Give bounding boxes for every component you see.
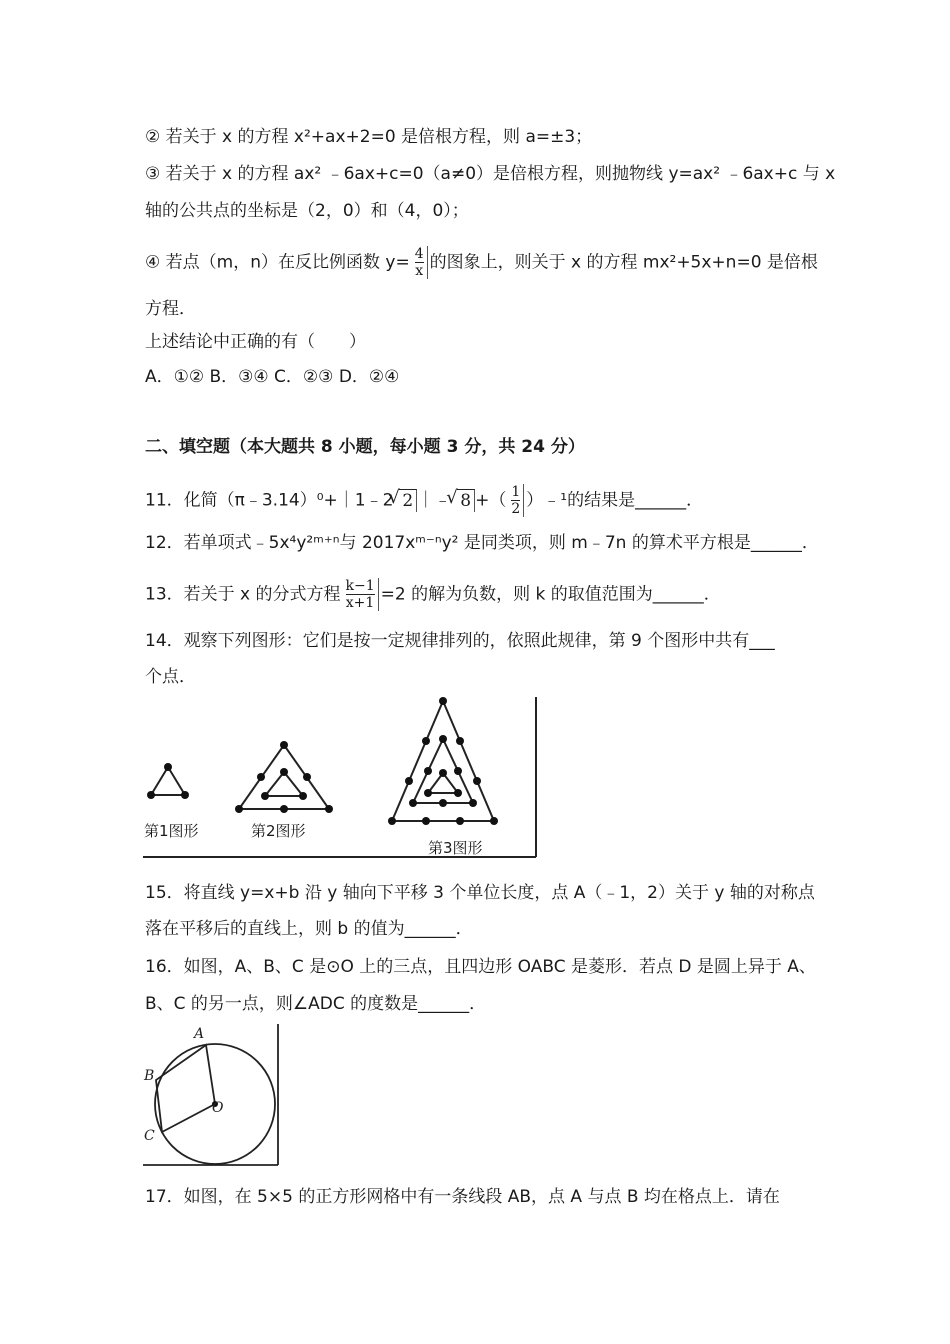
question-17: 17．如图，在 5×5 的正方形网格中有一条线段 AB，点 A 与点 B 均在格点上．请在 — [145, 1187, 780, 1207]
fraction-denominator: x — [415, 263, 424, 279]
fraction-denominator: x+1 — [345, 595, 375, 611]
fraction-numerator: k−1 — [345, 578, 375, 594]
item-3-line2: 轴的公共点的坐标是（2，0）和（4，0）； — [145, 201, 469, 221]
sqrt-8: √ 8 — [457, 489, 475, 512]
q11-post: ）﹣¹的结果是______． — [526, 490, 704, 511]
label-A: A — [194, 1026, 205, 1042]
answer-options: A．①② B．③④ C．②③ D．②④ — [145, 367, 400, 387]
fraction-denominator: 2 — [511, 501, 521, 517]
item-4-line1 — [145, 246, 818, 279]
figure-2-label: 第2图形 — [251, 822, 306, 840]
q13-post: =2 的解为负数，则 k 的取值范围为______． — [380, 584, 721, 605]
section-2-title: 二、填空题（本大题共 8 小题，每小题 3 分，共 24 分） — [145, 437, 585, 457]
item-4-post: 的图象上，则关于 x 的方程 mx²+5x+n=0 是倍根 — [429, 252, 818, 273]
question-12: 12．若单项式﹣5x⁴y²ᵐ⁺ⁿ与 2017xᵐ⁻ⁿy² 是同类项，则 m﹣7n 的算术平方根是______． — [145, 533, 819, 553]
q11-pre: 11．化简（π﹣3.14）⁰+｜1﹣2 — [145, 490, 394, 511]
triangle-dots-figure — [142, 695, 538, 859]
question-16-line2: B、C 的另一点，则∠ADC 的度数是______． — [145, 994, 487, 1014]
label-O: O — [212, 1100, 224, 1116]
question-11 — [145, 484, 703, 517]
question-15-line2: 落在平移后的直线上，则 b 的值为______． — [145, 919, 473, 939]
fraction-numerator: 1 — [511, 484, 521, 500]
figure-1-label: 第1图形 — [144, 822, 199, 840]
q13-pre: 13．若关于 x 的分式方程 — [145, 584, 341, 605]
figure-3-label: 第3图形 — [428, 839, 483, 857]
q11-mid2: +（ — [475, 490, 507, 511]
question-14-line1: 14．观察下列图形：它们是按一定规律排列的，依照此规律，第 9 个图形中共有___ — [145, 631, 775, 651]
question-13 — [145, 578, 721, 611]
question-14-line2: 个点． — [145, 667, 196, 687]
fraction-numerator: 4 — [414, 246, 424, 262]
item-3-line1: ③ 若关于 x 的方程 ax² ﹣6ax+c=0（a≠0）是倍根方程，则抛物线 y=ax² ﹣6ax+c 与 x — [145, 164, 836, 184]
item-2: ② 若关于 x 的方程 x²+ax+2=0 是倍根方程，则 a=±3； — [145, 127, 593, 147]
question-16-line1: 16．如图，A、B、C 是⊙O 上的三点，且四边形 OABC 是菱形．若点 D 是圆上异于 A、 — [145, 957, 816, 977]
circle-rhombus-figure — [142, 1022, 282, 1168]
fraction-k-over-x — [343, 578, 379, 611]
fraction-4-over-x — [412, 246, 428, 279]
question-15-line1: 15．将直线 y=x+b 沿 y 轴向下平移 3 个单位长度，点 A（﹣1，2）关于 y 轴的对称点 — [145, 883, 815, 903]
conclusion-text: 上述结论中正确的有（ ） — [145, 332, 366, 352]
item-4-line2: 方程． — [145, 299, 196, 319]
q11-mid: ｜﹣ — [417, 490, 452, 511]
fraction-one-half — [508, 484, 524, 517]
item-4-pre: ④ 若点（m，n）在反比例函数 y= — [145, 252, 410, 273]
label-B: B — [144, 1068, 155, 1084]
label-C: C — [144, 1128, 155, 1144]
sqrt-2: √ 2 — [399, 489, 417, 512]
